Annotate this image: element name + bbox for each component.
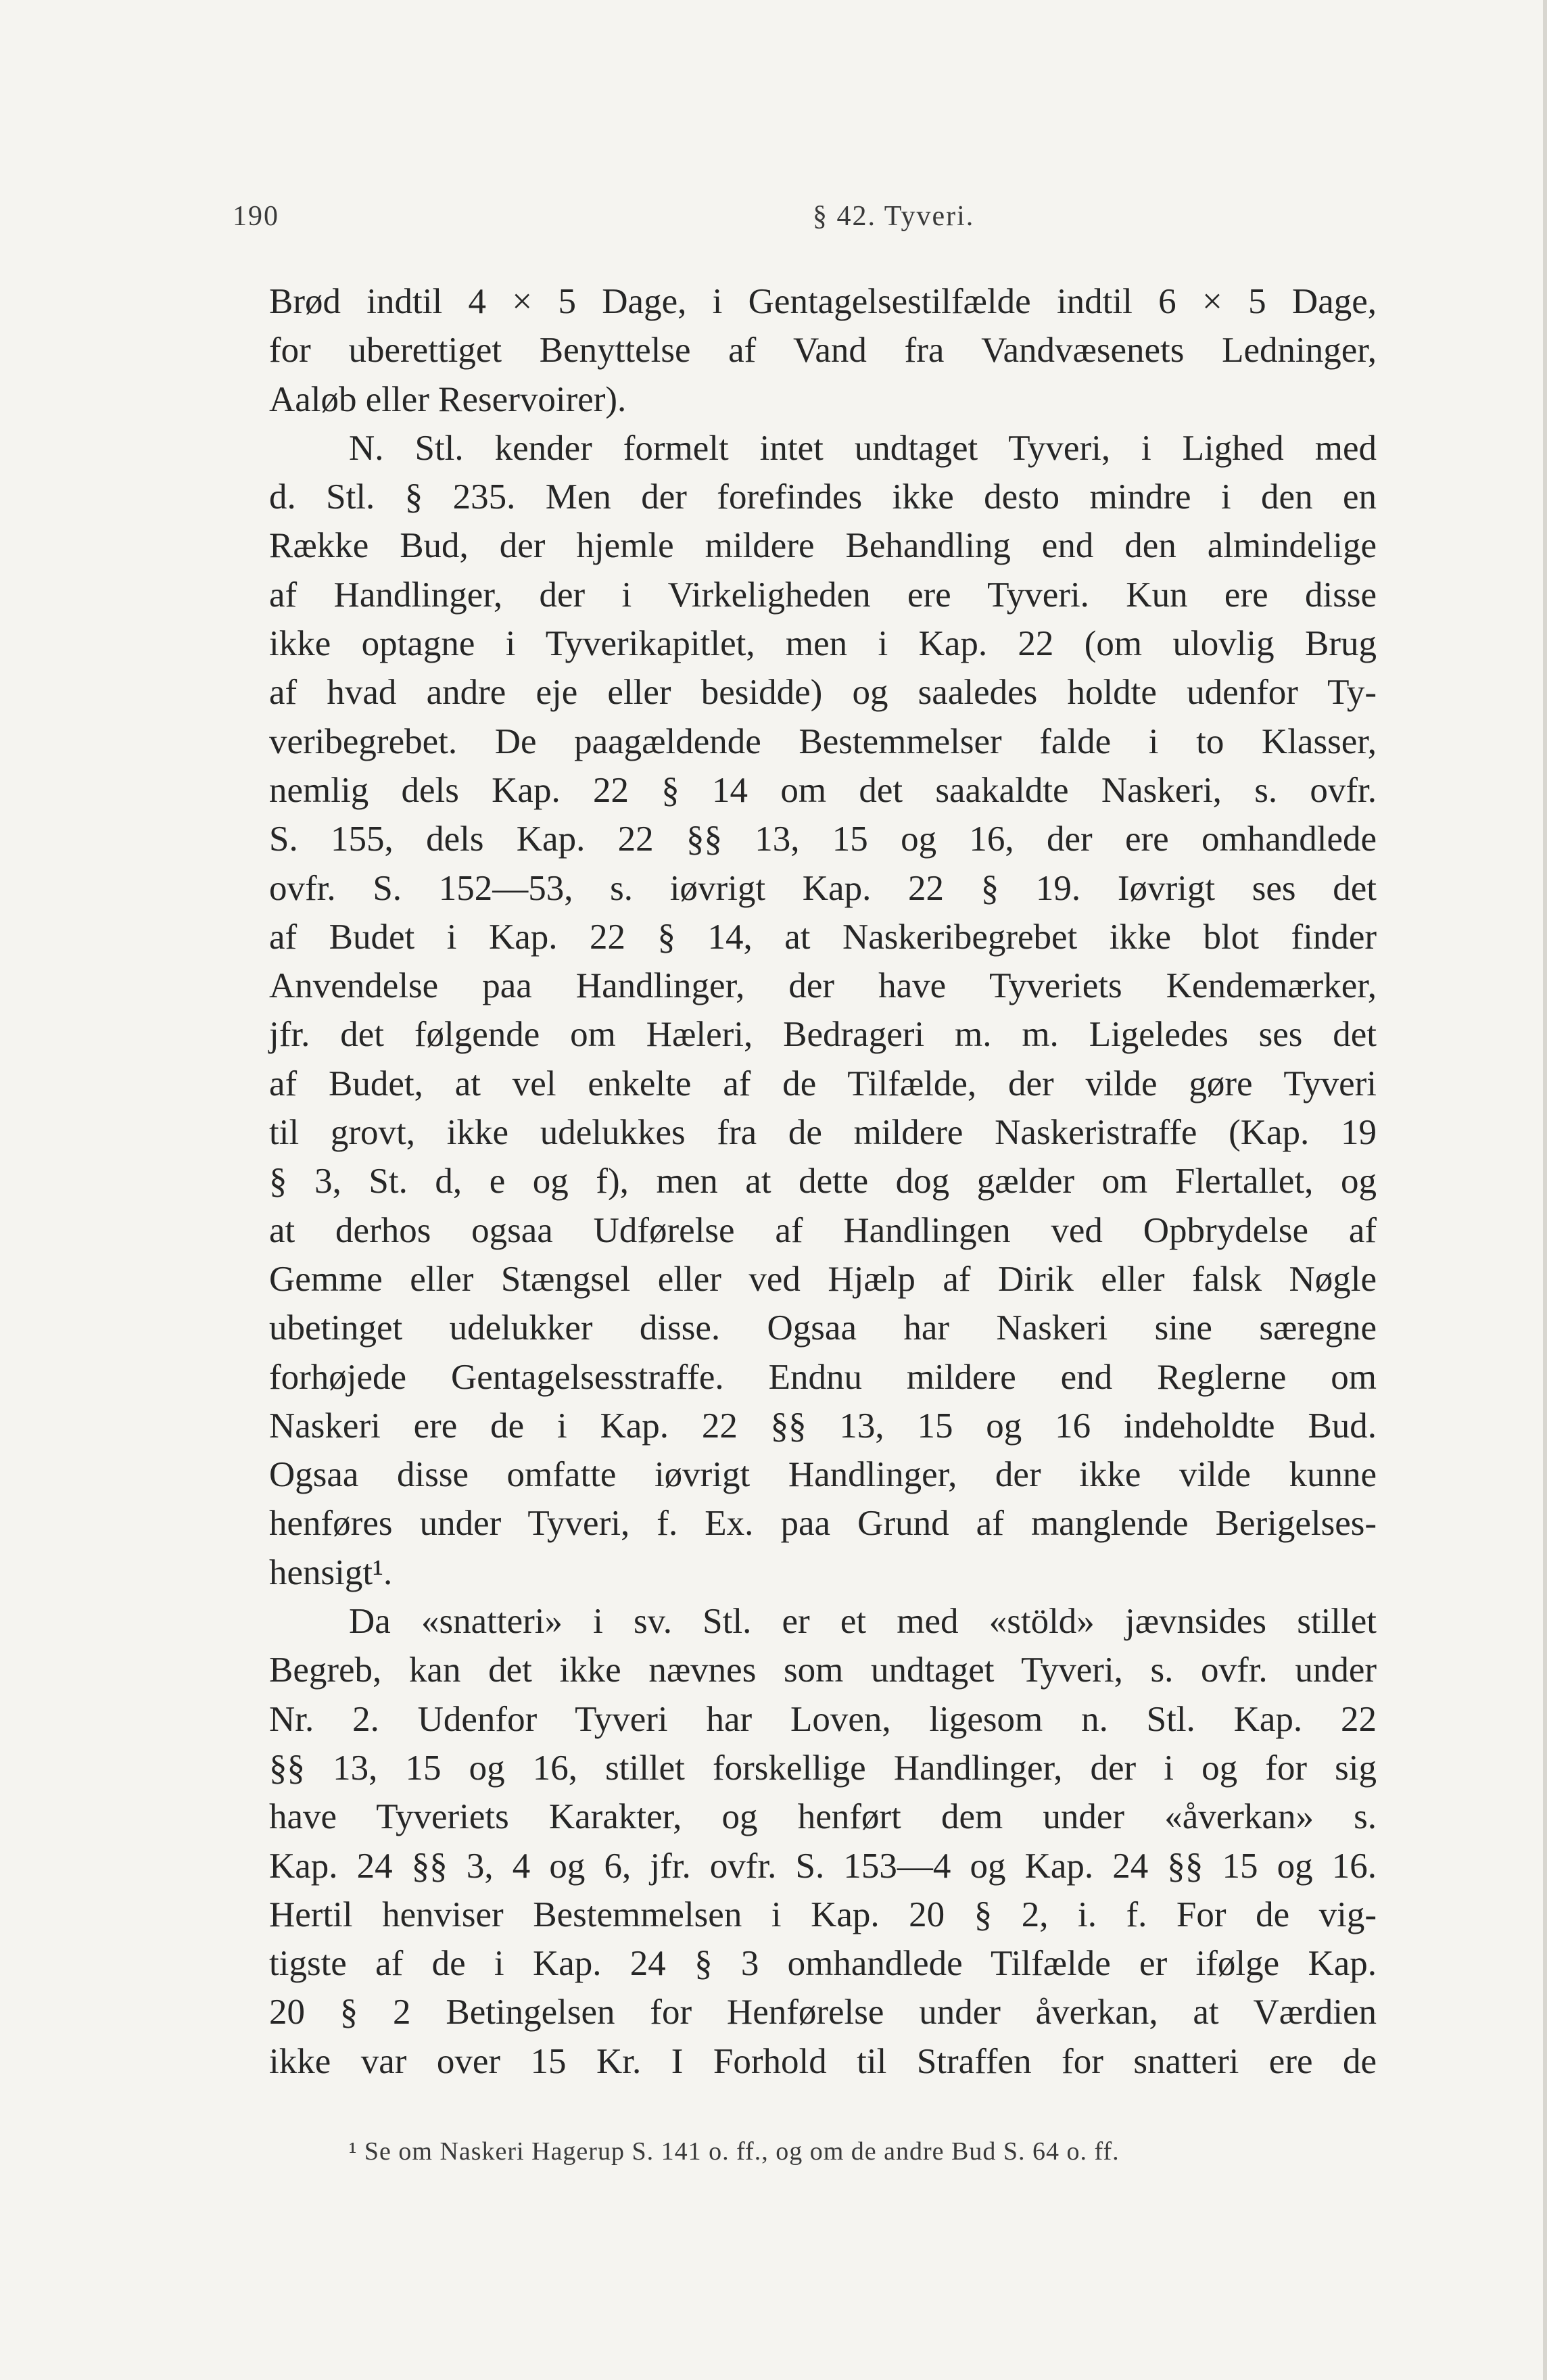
text-line: Brød indtil 4 × 5 Dage, i Gentagelsestilfælde indtil 6 × 5 Dage, xyxy=(269,282,1377,321)
text-line: Anvendelse paa Handlinger, der have Tyveriets Kendemærker, xyxy=(269,966,1377,1006)
text-line: Kap. 24 §§ 3, 4 og 6, jfr. ovfr. S. 153—4 og Kap. 24 §§ 15 og 16. xyxy=(269,1846,1377,1886)
text-line: § 3, St. d, e og f), men at dette dog gælder om Flertallet, og xyxy=(269,1162,1377,1201)
text-line: Naskeri ere de i Kap. 22 §§ 13, 15 og 16 indeholdte Bud. xyxy=(269,1406,1377,1446)
text-line: Da «snatteri» i sv. Stl. er et med «stöld» jævnsides stillet xyxy=(349,1602,1377,1642)
text-line: Aaløb eller Reservoirer). xyxy=(269,379,627,419)
text-line: henføres under Tyveri, f. Ex. paa Grund af manglende Berigelses- xyxy=(269,1504,1377,1544)
text-line: ubetinget udelukker disse. Ogsaa har Naskeri sine særegne xyxy=(269,1308,1377,1348)
text-line: nemlig dels Kap. 22 § 14 om det saakaldte Naskeri, s. ovfr. xyxy=(269,770,1377,810)
footnote: ¹ Se om Naskeri Hagerup S. 141 o. ff., og om de andre Bud S. 64 o. ff. xyxy=(349,2137,1120,2166)
text-line: at derhos ogsaa Udførelse af Handlingen ved Opbrydelse af xyxy=(269,1210,1377,1250)
text-line: ikke var over 15 Kr. I Forhold til Straffen for snatteri ere de xyxy=(269,2041,1377,2081)
page-edge xyxy=(1543,0,1547,2380)
text-line: Gemme eller Stængsel eller ved Hjælp af Dirik eller falsk Nøgle xyxy=(269,1259,1377,1299)
text-line: af Handlinger, der i Virkeligheden ere Tyveri. Kun ere disse xyxy=(269,575,1377,615)
text-line: Række Bud, der hjemle mildere Behandling end den almindelige xyxy=(269,526,1377,566)
text-line: d. Stl. § 235. Men der forefindes ikke desto mindre i den en xyxy=(269,477,1377,517)
text-line: ovfr. S. 152—53, s. iøvrigt Kap. 22 § 19. Iøvrigt ses det xyxy=(269,868,1377,908)
text-line: for uberettiget Benyttelse af Vand fra Vandvæsenets Ledninger, xyxy=(269,331,1377,371)
text-line: Nr. 2. Udenfor Tyveri har Loven, ligesom n. Stl. Kap. 22 xyxy=(269,1699,1377,1739)
page-header xyxy=(233,200,1382,241)
text-line: N. Stl. kender formelt intet undtaget Tyveri, i Lighed med xyxy=(349,428,1377,468)
running-title: § 42. Tyveri. xyxy=(813,201,975,232)
text-line: Hertil henviser Bestemmelsen i Kap. 20 § 2, i. f. For de vig- xyxy=(269,1895,1377,1934)
text-line: ikke optagne i Tyverikapitlet, men i Kap. 22 (om ulovlig Brug xyxy=(269,624,1377,664)
page-number: 190 xyxy=(233,201,279,232)
text-line: have Tyveriets Karakter, og henført dem under «åverkan» s. xyxy=(269,1797,1377,1837)
text-line: 20 § 2 Betingelsen for Henførelse under åverkan, at Værdien xyxy=(269,1993,1377,2032)
text-line: jfr. det følgende om Hæleri, Bedrageri m. m. Ligeledes ses det xyxy=(269,1015,1377,1055)
text-line: til grovt, ikke udelukkes fra de mildere Naskeristraffe (Kap. 19 xyxy=(269,1113,1377,1153)
text-line: af Budet, at vel enkelte af de Tilfælde, der vilde gøre Tyveri xyxy=(269,1064,1377,1103)
text-line: Begreb, kan det ikke nævnes som undtaget Tyveri, s. ovfr. under xyxy=(269,1650,1377,1690)
text-line: Ogsaa disse omfatte iøvrigt Handlinger, der ikke vilde kunne xyxy=(269,1455,1377,1495)
text-line: §§ 13, 15 og 16, stillet forskellige Handlinger, der i og for sig xyxy=(269,1748,1377,1788)
text-line: S. 155, dels Kap. 22 §§ 13, 15 og 16, der ere omhandlede xyxy=(269,819,1377,859)
text-line: veribegrebet. De paagældende Bestemmelser falde i to Klasser, xyxy=(269,721,1377,761)
text-line: tigste af de i Kap. 24 § 3 omhandlede Tilfælde er ifølge Kap. xyxy=(269,1944,1377,1984)
text-line: hensigt¹. xyxy=(269,1552,393,1592)
text-line: af hvad andre eje eller besidde) og saaledes holdte udenfor Ty- xyxy=(269,673,1377,713)
text-line: forhøjede Gentagelsesstraffe. Endnu mildere end Reglerne om xyxy=(269,1357,1377,1397)
body-text xyxy=(269,277,1377,2086)
text-line: af Budet i Kap. 22 § 14, at Naskeribegrebet ikke blot finder xyxy=(269,917,1377,957)
